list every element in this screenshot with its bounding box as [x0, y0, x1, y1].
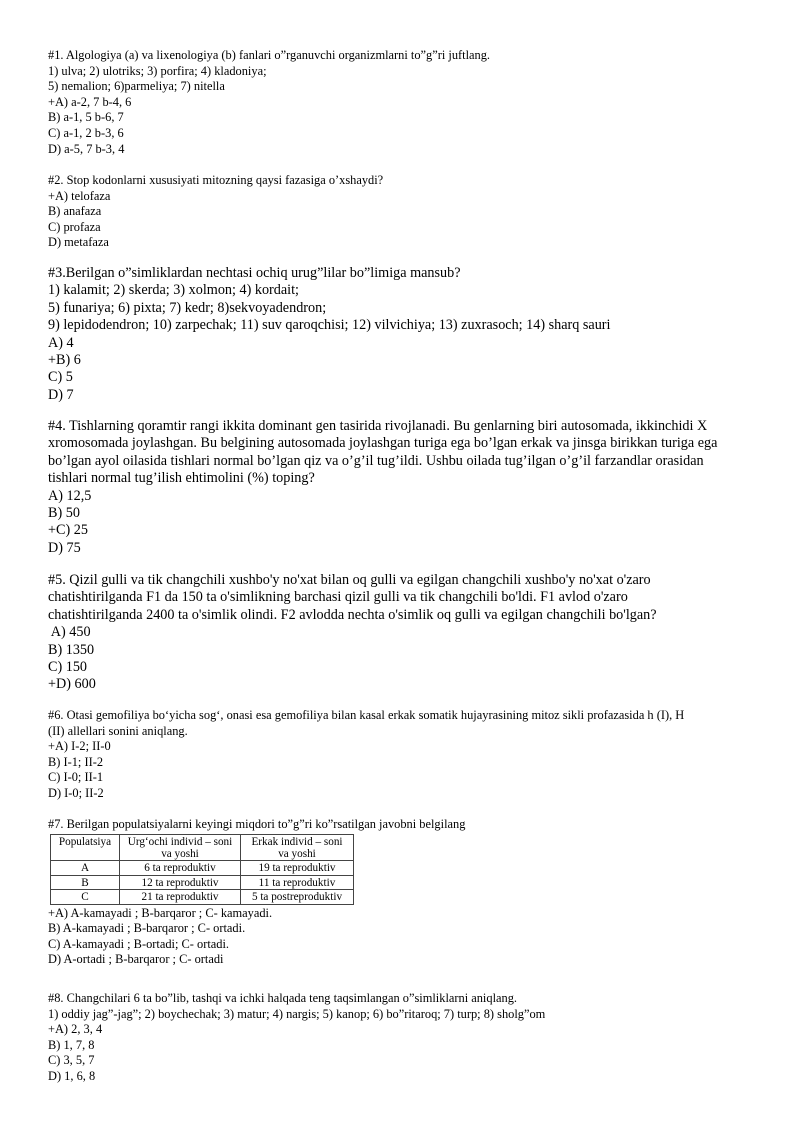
question-text: xromosomada joylashgan. Bu belgining autosomada joylashgan turiga ega bo’lgan erkak va jinsga birikkan turiga ega [48, 435, 718, 452]
question-2 [48, 173, 758, 251]
answer-b: B) 1, 7, 8 [48, 1037, 95, 1052]
question-6 [48, 708, 758, 802]
answer-b: B) 50 [48, 505, 80, 522]
table-row [51, 875, 354, 889]
answer-a: A) 4 [48, 334, 74, 351]
table-header-cell: Erkak individ – soni va yoshi [241, 834, 354, 861]
question-text: chatishtirilganda 2400 ta o'simlik olindi. F2 avlodda nechta o'simlik oq gulli va egilgan changchili bo'lgan? [48, 606, 657, 623]
answer-d: D) metafaza [48, 235, 109, 250]
table-cell: 6 ta reproduktiv [120, 861, 241, 875]
answer-b: B) a-1, 5 b-6, 7 [48, 110, 124, 125]
table-row [51, 890, 354, 904]
question-text: #1. Algologiya (a) va lixenologiya (b) fanlari o”rganuvchi organizmlarni to”g”ri juftlang. [48, 48, 491, 62]
question-text: (II) allellari sonini aniqlang. [48, 723, 188, 738]
question-options-line: 5) nemalion; 6)parmeliya; 7) nitella [48, 79, 225, 94]
table-cell: C [51, 890, 120, 904]
question-text: #5. Qizil gulli va tik changchili xushbo'y no'xat bilan oq gulli va egilgan changchili xushbo'y no'xat o'zaro [48, 572, 651, 588]
question-text: #4. Tishlarning qoramtir rangi ikkita dominant gen tasirida rivojlanadi. Bu genlarning biri autosomada, ikkinchidi X [48, 418, 708, 434]
table-cell: B [51, 875, 120, 889]
answer-c: C) 150 [48, 659, 88, 676]
question-1 [48, 48, 758, 157]
answer-c: C) 5 [48, 369, 73, 386]
question-text: #2. Stop kodonlarni xususiyati mitozning qaysi fazasiga o’xshaydi? [48, 173, 384, 187]
table-header-cell: Urg‘ochi individ – soni va yoshi [120, 834, 241, 861]
question-options-line: 9) lepidodendron; 10) zarpechak; 11) suv qaroqchisi; 12) vilvichiya; 13) zuxrasoch; 14) sharq sauri [48, 317, 611, 334]
question-options-line: 5) funariya; 6) pixta; 7) kedr; 8)sekvoyadendron; [48, 299, 327, 316]
answer-a: +A) a-2, 7 b-4, 6 [48, 94, 132, 109]
question-text: #8. Changchilari 6 ta bo”lib, tashqi va ichki halqada teng taqsimlangan o”simliklarni aniqlang. [48, 991, 518, 1005]
answer-d: D) 7 [48, 386, 74, 403]
question-4 [48, 418, 758, 557]
question-options-line: 1) kalamit; 2) skerda; 3) xolmon; 4) kordait; [48, 282, 299, 299]
table-row [51, 861, 354, 875]
answer-a: A) 12,5 [48, 487, 92, 504]
answer-a: +A) A-kamayadi ; B-barqaror ; C- kamayadi. [48, 905, 273, 920]
table-cell: 21 ta reproduktiv [120, 890, 241, 904]
table-cell: 11 ta reproduktiv [241, 875, 354, 889]
question-text: bo’lgan ayol oilasida tishlari normal bo’lgan qiz va o’g’il tug’ildi. Ushbu oilada tug’ilgan o’g’il farzandlar orasidan [48, 452, 704, 469]
answer-a: +A) telofaza [48, 188, 111, 203]
answer-a: +A) 2, 3, 4 [48, 1022, 103, 1037]
answer-c: +C) 25 [48, 522, 88, 539]
answer-d: D) 75 [48, 539, 81, 556]
answer-b: B) A-kamayadi ; B-barqaror ; C- ortadi. [48, 921, 246, 936]
table-cell: 19 ta reproduktiv [241, 861, 354, 875]
answer-a: A) 450 [48, 624, 91, 641]
question-text: chatishtirilganda F1 da 150 ta o'simlikning barchasi qizil gulli va tik changchili bo'ldi. F1 avlod o'zaro [48, 589, 628, 606]
answer-d: +D) 600 [48, 676, 96, 693]
answer-b: B) 1350 [48, 641, 95, 658]
question-options-line: 1) ulva; 2) ulotriks; 3) porfira; 4) kladoniya; [48, 63, 267, 78]
question-3 [48, 265, 758, 404]
answer-c: C) a-1, 2 b-3, 6 [48, 125, 124, 140]
table-cell: 5 ta postreproduktiv [241, 890, 354, 904]
answer-a: +A) I-2; II-0 [48, 739, 111, 754]
answer-c: C) profaza [48, 219, 101, 234]
question-text: #6. Otasi gemofiliya bo‘yicha sog‘, onasi esa gemofiliya bilan kasal erkak somatik hujayrasining mitoz sikli profazasida h (I), H [48, 708, 685, 722]
answer-c: C) A-kamayadi ; B-ortadi; C- ortadi. [48, 936, 230, 951]
question-5 [48, 572, 758, 694]
question-7 [48, 817, 758, 968]
table-header-row [51, 834, 354, 861]
answer-d: D) 1, 6, 8 [48, 1068, 96, 1083]
answer-b: +B) 6 [48, 352, 81, 369]
answer-c: C) I-0; II-1 [48, 770, 104, 785]
question-options-line: 1) oddiy jag”-jag”; 2) boychechak; 3) matur; 4) nargis; 5) kanop; 6) bo”ritaroq; 7) turp; 8) sholg”om [48, 1006, 546, 1021]
answer-d: D) a-5, 7 b-3, 4 [48, 141, 125, 156]
answer-c: C) 3, 5, 7 [48, 1053, 95, 1068]
table-cell: A [51, 861, 120, 875]
question-8 [48, 991, 758, 1085]
table-cell: 12 ta reproduktiv [120, 875, 241, 889]
answer-b: B) I-1; II-2 [48, 754, 104, 769]
question-text: tishlari normal tug’ilish ehtimolini (%) toping? [48, 470, 315, 487]
population-table [50, 834, 354, 905]
answer-d: D) A-ortadi ; B-barqaror ; C- ortadi [48, 952, 224, 967]
table-header-cell: Populatsiya [51, 834, 120, 861]
answer-b: B) anafaza [48, 204, 102, 219]
question-text: #3.Berilgan o”simliklardan nechtasi ochiq urug”lilar bo”limiga mansub? [48, 265, 461, 281]
answer-d: D) I-0; II-2 [48, 785, 104, 800]
question-text: #7. Berilgan populatsiyalarni keyingi miqdori to”g”ri ko”rsatilgan javobni belgilang [48, 817, 466, 831]
